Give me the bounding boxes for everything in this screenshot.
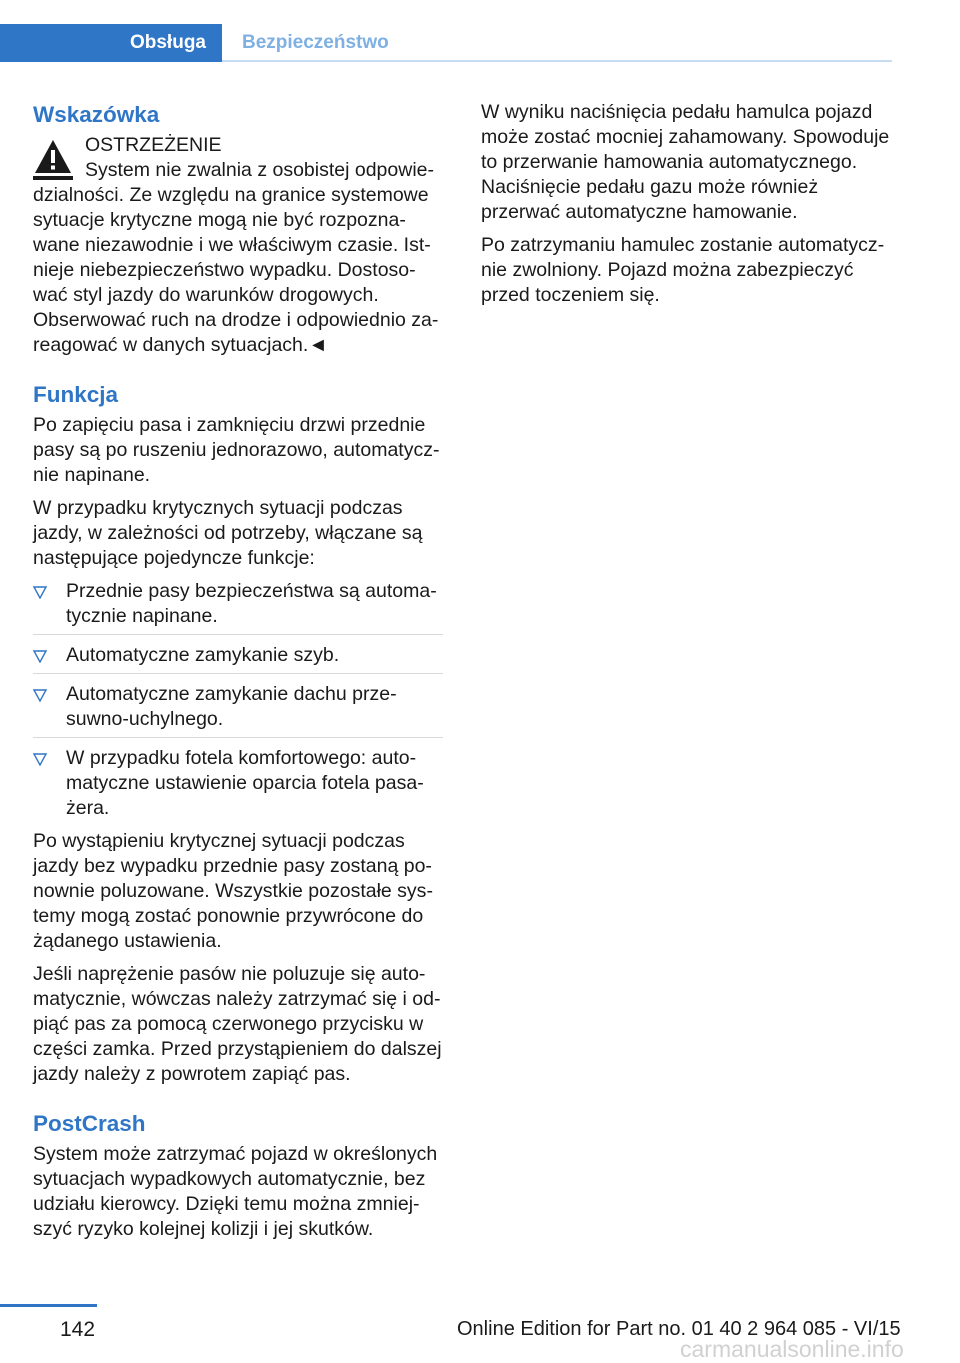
header-divider: [222, 60, 892, 62]
function-paragraph-1: Po zapięciu pasa i zamknięciu drzwi przednie pasy są po ruszeniu jednorazowo, automatycznie napinane.: [33, 414, 440, 486]
list-item: [33, 643, 443, 674]
list-item-text: Automatyczne zamykanie szyb.: [66, 644, 340, 666]
page-number: 142: [60, 1318, 96, 1341]
list-item: [33, 579, 443, 635]
warning-triangle-icon: [33, 136, 73, 180]
list-item: [33, 682, 443, 738]
postcrash-paragraph-3: Po zatrzymaniu hamulec zostanie automatycznie zwolniony. Pojazd można zabezpieczyć przed toczeniem się.: [481, 234, 885, 306]
list-item-text: Przednie pasy bezpieczeństwa są automatycznie napinane.: [66, 580, 437, 627]
triangle-bullet-icon: [33, 689, 47, 702]
warning-block: [33, 133, 443, 358]
triangle-bullet-icon: [33, 753, 47, 766]
list-item: [33, 746, 443, 821]
left-column: [33, 100, 443, 1250]
list-item-text: W przypadku fotela komfortowego: automatyczne ustawienie oparcia fotela pasażera.: [66, 747, 424, 819]
right-column: [481, 100, 893, 316]
postcrash-paragraph-2: W wyniku naciśnięcia pedału hamulca pojazd może zostać mocniej zahamowany. Spowoduje to przerwanie hamowania automatycznego. Naciśnięcie pedału gazu może również przerwać automatyczne hamowanie.: [481, 101, 890, 223]
function-paragraph-2: W przypadku krytycznych sytuacji podczas jazdy, w zależności od potrzeby, włączane są następujące pojedyncze funkcje:: [33, 497, 423, 569]
tab-obsluga[interactable]: [0, 24, 222, 62]
warning-title: OSTRZEŻENIE: [85, 134, 222, 156]
function-list: [33, 579, 443, 821]
page-header: [0, 0, 960, 64]
function-paragraph-3: Po wystąpieniu krytycznej sytuacji podczas jazdy bez wypadku przednie pasy zostaną ponownie poluzowane. Wszystkie pozostałe systemy mogą zostać ponownie przywrócone do żądanego ustawienia.: [33, 830, 433, 952]
tab-bezpieczenstwo[interactable]: [222, 24, 892, 62]
function-paragraph-4: Jeśli naprężenie pasów nie poluzuje się automatycznie, wówczas należy zatrzymać się i odpiąć pas za pomocą czerwonego przycisku w części zamka. Przed przystąpieniem do dalszej jazdy należy z powrotem zapiąć pas.: [33, 963, 442, 1085]
note-heading: Wskazówka: [33, 102, 160, 127]
triangle-bullet-icon: [33, 586, 47, 599]
list-item-text: Automatyczne zamykanie dachu przesuwno-uchylnego.: [66, 683, 397, 730]
tab-bezpieczenstwo-label: Bezpieczeństwo: [242, 32, 389, 53]
watermark-text: carmanualsonline.info: [680, 1336, 904, 1362]
edition-text: Online Edition for Part no. 01 40 2 964 085 - VI/15: [457, 1318, 901, 1340]
warning-text: System nie zwalnia z osobistej odpowiedzialności. Ze względu na granice systemowe sytuacje krytyczne mogą nie być rozpoznawane niezawodnie i we właściwym czasie. Istnieje niebezpieczeństwo wypadku. Dostosować styl jazdy do warunków drogowych. Obserwować ruch na drodze i odpowiednio zareagować w danych sytuacjach.◄: [33, 159, 439, 356]
tab-obsluga-label: Obsługa: [129, 32, 206, 53]
triangle-bullet-icon: [33, 650, 47, 663]
postcrash-heading: PostCrash: [33, 1111, 146, 1136]
footer-divider: [0, 1304, 97, 1307]
function-heading: Funkcja: [33, 382, 119, 407]
postcrash-paragraph-1: System może zatrzymać pojazd w określonych sytuacjach wypadkowych automatycznie, bez udziału kierowcy. Dzięki temu można zmniejszyć ryzyko kolejnej kolizji i jej skutków.: [33, 1143, 438, 1240]
